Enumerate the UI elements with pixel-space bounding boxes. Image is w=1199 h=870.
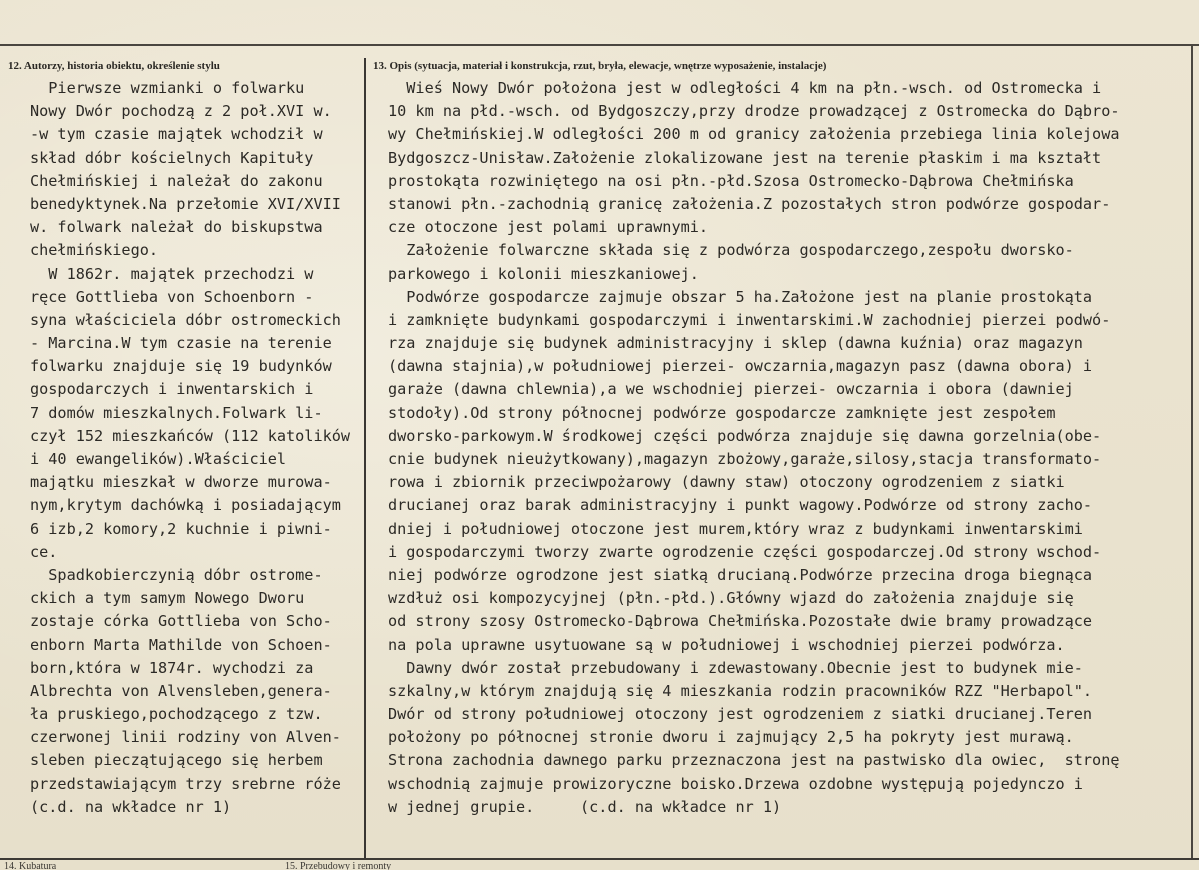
text-line: ła pruskiego,pochodzącego z tzw. [30,705,323,724]
text-line: na pola uprawne usytuowane są w południowej i wschodniej pierzei podwórza. [388,635,1065,654]
bottom-rule [0,858,1199,860]
text-line: drucianej oraz barak administracyjny i punkt wagowy.Podwórze od strony zacho- [388,496,1093,515]
text-line: i 40 ewangelików).Właściciel [30,450,287,468]
text-line: 10 km na płd.-wsch. od Bydgoszczy,przy drodze prowadzącej z Ostromecka do Dąbro- [388,102,1120,121]
text-line: od strony szosy Ostromecko-Dąbrowa Chełmińska.Pozostałe dwie bramy prowadzące [388,612,1093,631]
text-line: stodoły).Od strony północnej podwórze gospodarcze zamknięte jest zespołem [388,403,1056,422]
text-line: wzdłuż osi kompozycyjnej (płn.-płd.).Główny wjazd do założenia znajduje się [388,589,1074,608]
text-line: W 1862r. majątek przechodzi w [30,264,314,283]
text-line: wy Chełmińskiej.W odległości 200 m od granicy założenia przebiega linia kolejowa [388,125,1120,144]
text-line: czył 152 mieszkańców (112 katolików [30,426,351,445]
text-line: chełmińskiego. [30,241,159,260]
text-line: Albrechta von Alvensleben,genera- [30,681,332,700]
text-line: ce. [30,542,58,561]
text-line: szkalny,w którym znajdują się 4 mieszkania rodzin pracowników RZZ "Herbapol". [388,681,1093,700]
text-line: Pierwsze wzmianki o folwarku [30,79,305,97]
text-line: w. folwark należał do biskupstwa [30,218,323,237]
text-line: wschodnią zajmuje prowizoryczne boisko.Drzewa ozdobne występują pojedynczo i [388,774,1083,793]
section-12-text [30,77,350,819]
right-border [1191,44,1193,860]
text-line: -w tym czasie majątek wchodził w [30,125,323,144]
text-line: folwarku znajduje się 19 budynków [30,357,332,376]
text-line: Założenie folwarczne składa się z podwórza gospodarczego,zespołu dworsko- [388,241,1074,260]
text-line: - Marcina.W tym czasie na terenie [30,334,332,353]
text-line: born,która w 1874r. wychodzi za [30,658,314,677]
text-line: ckich a tym samym Nowego Dworu [30,589,305,608]
text-line: gospodarczych i inwentarskich i [30,380,314,399]
text-line: 7 domów mieszkalnych.Folwark li- [30,403,323,422]
text-line: dniej i południowej otoczone jest murem,który wraz z budynkami inwentarskimi [388,519,1083,538]
text-line: enborn Marta Mathilde von Schoen- [30,635,332,654]
text-line: Nowy Dwór pochodzą z 2 poł.XVI w. [30,102,332,121]
section-15-heading-fragment: 15. Przebudowy i remonty [285,861,392,870]
text-line: prostokąta rozwiniętego na osi płn.-płd.Szosa Ostromecko-Dąbrowa Chełmińska [388,171,1074,190]
text-line: Dawny dwór został przebudowany i zdewastowany.Obecnie jest to budynek mie- [388,658,1083,677]
text-line: cze otoczone jest polami uprawnymi. [388,218,709,237]
text-line: Spadkobierczynią dóbr ostrome- [30,565,323,584]
text-line: w jednej grupie. (c.d. na wkładce nr 1) [388,797,782,816]
section-14-heading-fragment: 14. Kubatura [4,861,57,870]
text-line: niej podwórze ogrodzone jest siatką drucianą.Podwórze przecina droga biegnąca [388,565,1093,584]
text-line: położony po północnej stronie dworu i zajmujący 2,5 ha pokryty jest murawą. [388,728,1074,747]
text-line: rowa i zbiornik przeciwpożarowy (dawny staw) otoczony ogrodzeniem z siatki [388,473,1065,492]
section-13-text [388,77,1120,819]
text-line: rza znajduje się budynek administracyjny i sklep (dawna kuźnia) oraz magazyn [388,334,1083,353]
text-line: (c.d. na wkładce nr 1) [30,797,232,816]
text-line: benedyktynek.Na przełomie XVI/XVII [30,194,341,213]
section-12-heading: 12. Autorzy, historia obiektu, określenie stylu [8,60,220,72]
text-line: Strona zachodnia dawnego parku przeznaczona jest na pastwisko dla owiec, stronę [388,751,1120,770]
text-line: syna właściciela dóbr ostromeckich [30,310,341,329]
top-rule [0,44,1199,46]
text-line: cnie budynek nieużytkowany),magazyn zbożowy,garaże,silosy,stacja transformato- [388,450,1102,468]
text-line: 6 izb,2 komory,2 kuchnie i piwni- [30,519,332,538]
text-line: majątku mieszkał w dworze murowa- [30,473,332,492]
text-line: Chełmińskiej i należał do zakonu [30,171,323,190]
section-13-heading: 13. Opis (sytuacja, materiał i konstrukcja, rzut, bryła, elewacje, wnętrze wyposażenie, instalacje) [373,60,827,72]
text-line: (dawna stajnia),w południowej pierzei- owczarnia,magazyn pasz (dawna obora) i [388,357,1093,376]
text-line: garaże (dawna chlewnia),a we wschodniej pierzei- owczarnia i obora (dawniej [388,380,1074,399]
text-line: parkowego i kolonii mieszkaniowej. [388,264,699,283]
text-line: czerwonej linii rodziny von Alven- [30,728,341,747]
text-line: i zamknięte budynkami gospodarczymi i inwentarskimi.W zachodniej pierzei podwó- [388,310,1111,329]
text-line: dworsko-parkowym.W środkowej części podwórza znajduje się dawna gorzelnia(obe- [388,426,1102,445]
text-line: i gospodarczymi tworzy zwarte ogrodzenie części gospodarczej.Od strony wschod- [388,542,1102,561]
text-line: Dwór od strony południowej otoczony jest ogrodzeniem z siatki drucianej.Teren [388,705,1093,724]
text-line: Wieś Nowy Dwór położona jest w odległości 4 km na płn.-wsch. od Ostromecka i [388,79,1102,97]
text-line: Podwórze gospodarcze zajmuje obszar 5 ha.Założone jest na planie prostokąta [388,287,1093,306]
text-line: ręce Gottlieba von Schoenborn - [30,287,314,306]
text-line: stanowi płn.-zachodnią granicę założenia.Z pozostałych stron podwórze gospodar- [388,194,1111,213]
column-divider [364,58,366,858]
text-line: skład dóbr kościelnych Kapituły [30,148,314,167]
text-line: zostaje córka Gottlieba von Scho- [30,612,332,631]
text-line: przedstawiającym trzy srebrne róże [30,774,341,793]
text-line: sleben pieczątującego się herbem [30,751,323,770]
text-line: nym,krytym dachówką i posiadającym [30,496,341,515]
text-line: Bydgoszcz-Unisław.Założenie zlokalizowane jest na terenie płaskim i ma kształt [388,148,1102,167]
